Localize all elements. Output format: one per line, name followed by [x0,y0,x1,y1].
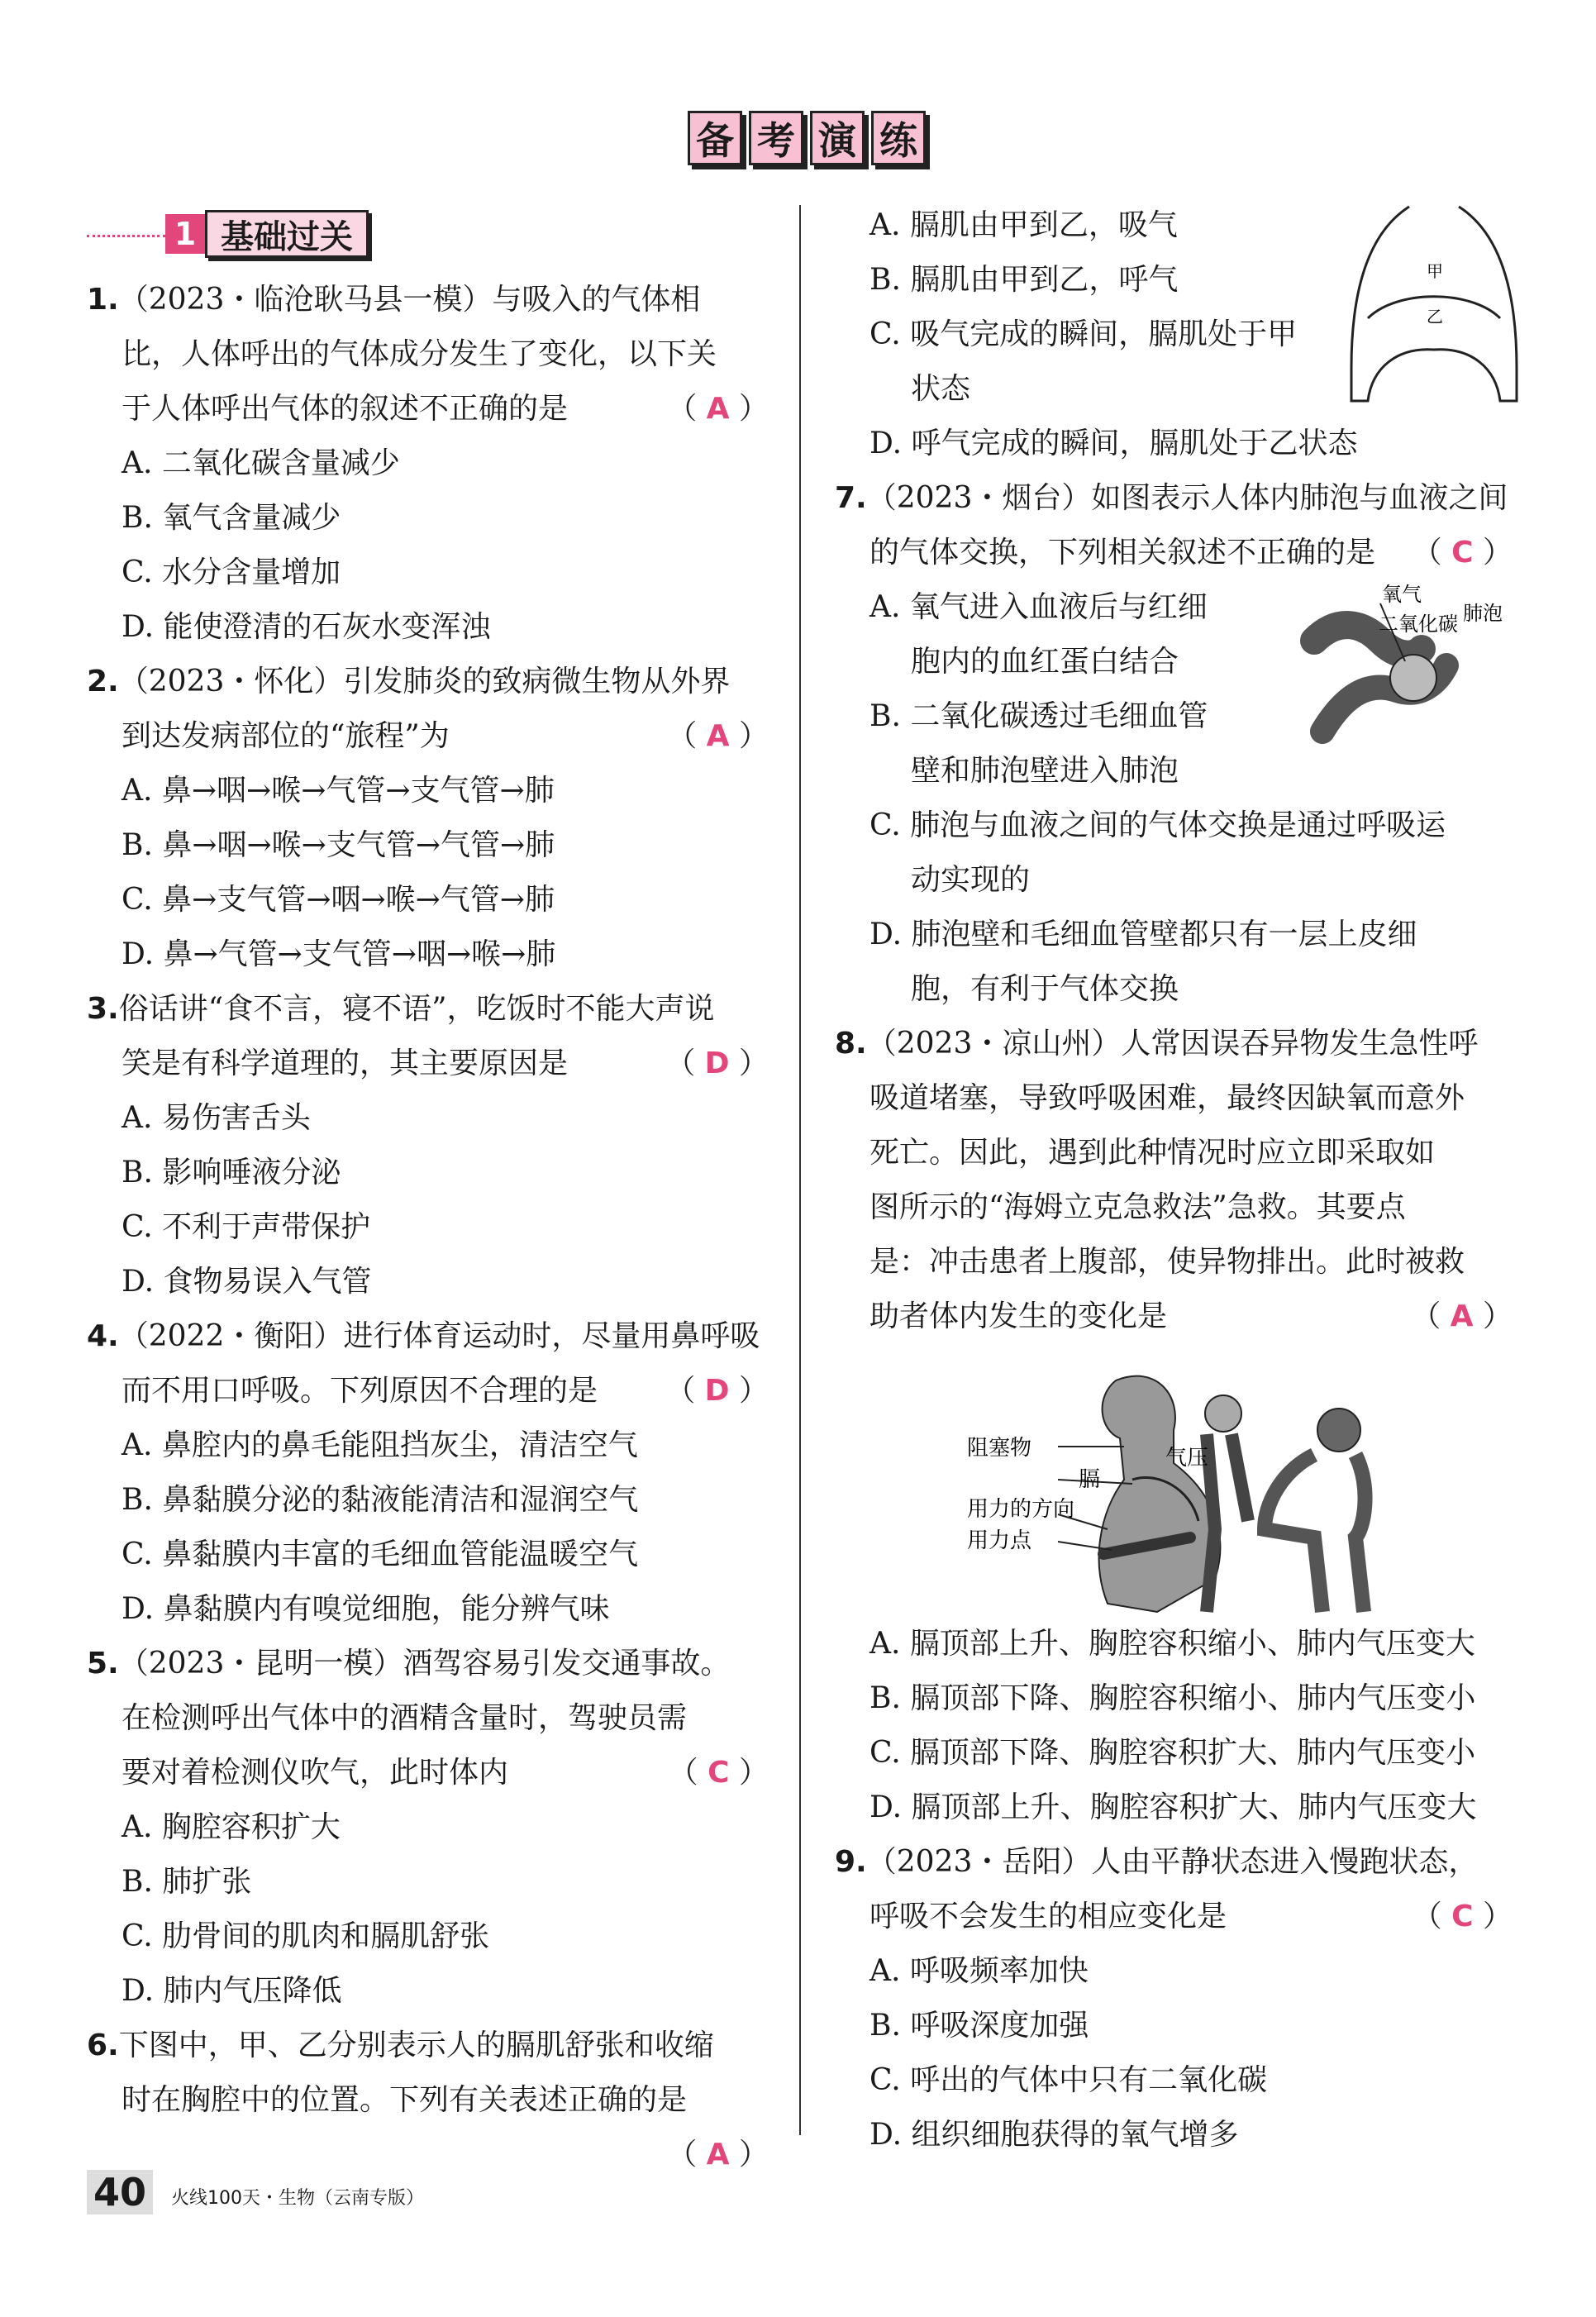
option-continuation: 胞，有利于气体交换 [911,972,1179,1006]
option: C. 鼻黏膜内丰富的毛细血管能温暖空气 [121,1538,639,1571]
page-footer [87,2170,424,2214]
header-char: 备 [688,111,742,165]
option: A. 膈肌由甲到乙，吸气 [869,208,1178,242]
label-obstruction: 阻塞物 [967,1436,1032,1461]
question-number: 4. [87,1319,119,1353]
answer-box: （ C ） [668,1756,769,1790]
question-text: 比，人体呼出的气体成分发生了变化，以下关 [121,337,717,371]
diaphragm-figure [1347,203,1521,409]
answer-letter: C [1451,1900,1474,1933]
option: B. 膈顶部下降、胸腔容积缩小、肺内气压变小 [869,1681,1476,1715]
option-continuation: 状态 [911,372,971,406]
question-text: （2023・怀化）引发肺炎的致病微生物从外界 [118,665,731,698]
question-text: （2023・烟台）如图表示人体内肺泡与血液之间 [866,481,1508,515]
option: B. 肺扩张 [121,1865,252,1899]
dotted-leader [87,235,165,237]
question-number: 5. [87,1647,119,1681]
label-diaphragm: 膈 [1079,1467,1101,1492]
label-jia: 甲 [1427,261,1443,281]
option: C. 膈顶部下降、胸腔容积扩大、肺内气压变小 [869,1736,1476,1770]
option: D. 组织细胞获得的氧气增多 [869,2118,1239,2152]
label-alveolus: 肺泡 [1463,602,1503,625]
option: D. 食物易误入气管 [121,1265,372,1299]
question-text: 要对着检测仪吹气，此时体内 [121,1756,509,1790]
question-number: 2. [87,665,119,698]
header-char: 考 [749,111,803,165]
question-text: 的气体交换，下列相关叙述不正确的是 [869,536,1376,570]
answer-box: （ D ） [665,1046,769,1080]
question-text: 图所示的“海姆立克急救法”急救。其要点 [869,1190,1406,1224]
question-9 [835,1835,1513,2162]
label-oxygen: 氧气 [1382,583,1422,606]
heimlich-figure [967,1364,1413,1620]
option: D. 膈顶部上升、胸腔容积扩大、肺内气压变大 [869,1790,1477,1824]
question-text: 在检测呼出气体中的酒精含量时，驾驶员需 [121,1701,688,1735]
option: D. 能使澄清的石灰水变浑浊 [121,610,491,644]
answer-letter: A [706,719,730,753]
option: A. 膈顶部上升、胸腔容积缩小、肺内气压变大 [869,1627,1475,1661]
answer-box: （ A ） [667,2138,769,2172]
question-text: 俗话讲“食不言，寝不语”，吃饭时不能大声说 [118,992,715,1026]
question-number: 3. [87,992,119,1026]
option: B. 呼吸深度加强 [869,2009,1089,2043]
question-text: 呼吸不会发生的相应变化是 [869,1900,1227,1933]
option: B. 膈肌由甲到乙，呼气 [869,263,1179,297]
question-4 [87,1309,769,1637]
option: D. 鼻黏膜内有嗅觉细胞，能分辨气味 [121,1592,610,1626]
section-heading [87,208,369,260]
question-text: 于人体呼出气体的叙述不正确的是 [121,392,569,426]
left-column [87,273,769,2172]
question-number: 1. [87,283,119,317]
question-text: （2023・临沧耿马县一模）与吸入的气体相 [118,283,701,317]
option: A. 鼻→咽→喉→气管→支气管→肺 [121,774,555,808]
answer-letter: D [704,1374,730,1408]
label-force-point: 用力点 [967,1528,1032,1553]
question-text: 笑是有科学道理的，其主要原因是 [121,1046,569,1080]
option-continuation: 胞内的血红蛋白结合 [911,645,1179,679]
question-6 [87,2019,769,2172]
label-force-direction: 用力的方向 [967,1497,1075,1522]
option: A. 易伤害舌头 [121,1101,311,1135]
answer-letter: A [706,392,730,426]
question-text: （2023・岳阳）人由平静状态进入慢跑状态， [866,1845,1479,1879]
question-text: 到达发病部位的“旅程”为 [121,719,450,753]
option: B. 鼻→咽→喉→支气管→气管→肺 [121,828,555,862]
question-number: 8. [835,1027,867,1061]
option: A. 二氧化碳含量减少 [121,446,400,480]
option: C. 呼出的气体中只有二氧化碳 [869,2063,1268,2097]
question-text: 而不用口呼吸。下列原因不合理的是 [121,1374,598,1408]
answer-box: （ C ） [1412,1900,1513,1933]
option: B. 影响唾液分泌 [121,1156,341,1189]
header-char: 演 [810,111,865,165]
question-text: 死亡。因此，遇到此种情况时应立即采取如 [869,1136,1436,1170]
option: C. 肋骨间的肌肉和膈肌舒张 [121,1919,490,1953]
question-5 [87,1637,769,2019]
page-header [688,111,926,165]
answer-box: （ D ） [665,1374,769,1408]
question-number: 7. [835,481,867,515]
option: B. 二氧化碳透过毛细血管 [869,699,1208,733]
option: B. 氧气含量减少 [121,501,341,535]
question-number: 9. [835,1845,867,1879]
option: A. 呼吸频率加快 [869,1954,1089,1988]
question-2 [87,655,769,982]
option: C. 不利于声带保护 [121,1210,371,1244]
question-text: （2023・凉山州）人常因误吞异物发生急性呼 [866,1027,1479,1061]
option: C. 吸气完成的瞬间，膈肌处于甲 [869,317,1298,351]
label-co2: 二氧化碳 [1379,613,1458,636]
column-divider [799,205,801,2135]
question-text: 是：冲击患者上腹部，使异物排出。此时被救 [869,1245,1465,1279]
label-yi: 乙 [1427,307,1443,327]
answer-box: （ C ） [1412,536,1513,570]
answer-letter: C [1451,536,1474,570]
page-number: 40 [87,2170,153,2214]
answer-letter: A [1450,1299,1474,1333]
answer-box: （ A ） [667,719,769,753]
question-text: 时在胸腔中的位置。下列有关表述正确的是 [121,2083,688,2117]
question-number: 6. [87,2029,119,2062]
question-text: （2023・昆明一模）酒驾容易引发交通事故。 [118,1647,731,1681]
option: C. 肺泡与血液之间的气体交换是通过呼吸运 [869,808,1446,842]
answer-letter: D [704,1046,730,1080]
question-1 [87,273,769,655]
book-title: 火线100天・生物（云南专版） [171,2188,425,2209]
option: A. 胸腔容积扩大 [121,1810,341,1844]
header-char: 练 [871,111,926,165]
question-text: 助者体内发生的变化是 [869,1299,1168,1333]
option: D. 肺内气压降低 [121,1974,342,2008]
section-number: 1 [165,214,205,254]
alveolus-figure [1289,583,1521,756]
question-text: 吸道堵塞，导致呼吸困难，最终因缺氧而意外 [869,1081,1465,1115]
option: D. 鼻→气管→支气管→咽→喉→肺 [121,937,556,971]
answer-box: （ A ） [1411,1299,1513,1333]
option-continuation: 壁和肺泡壁进入肺泡 [911,754,1179,788]
question-text: （2022・衡阳）进行体育运动时，尽量用鼻呼吸 [118,1319,760,1353]
option: A. 鼻腔内的鼻毛能阻挡灰尘，清洁空气 [121,1428,638,1462]
question-3 [87,982,769,1309]
label-pressure: 气压 [1165,1446,1209,1471]
option: D. 呼气完成的瞬间，膈肌处于乙状态 [869,427,1358,460]
section-label: 基础过关 [205,210,369,258]
option: D. 肺泡壁和毛细血管壁都只有一层上皮细 [869,918,1417,951]
answer-letter: C [707,1756,730,1790]
option-continuation: 动实现的 [911,863,1031,897]
right-column [835,198,1513,2162]
answer-box: （ A ） [667,392,769,426]
option: A. 氧气进入血液后与红细 [869,590,1208,624]
option: B. 鼻黏膜分泌的黏液能清洁和湿润空气 [121,1483,639,1517]
option: C. 水分含量增加 [121,555,341,589]
option: C. 鼻→支气管→咽→喉→气管→肺 [121,883,555,917]
answer-letter: A [706,2138,730,2172]
question-text: 下图中，甲、乙分别表示人的膈肌舒张和收缩 [118,2029,714,2062]
